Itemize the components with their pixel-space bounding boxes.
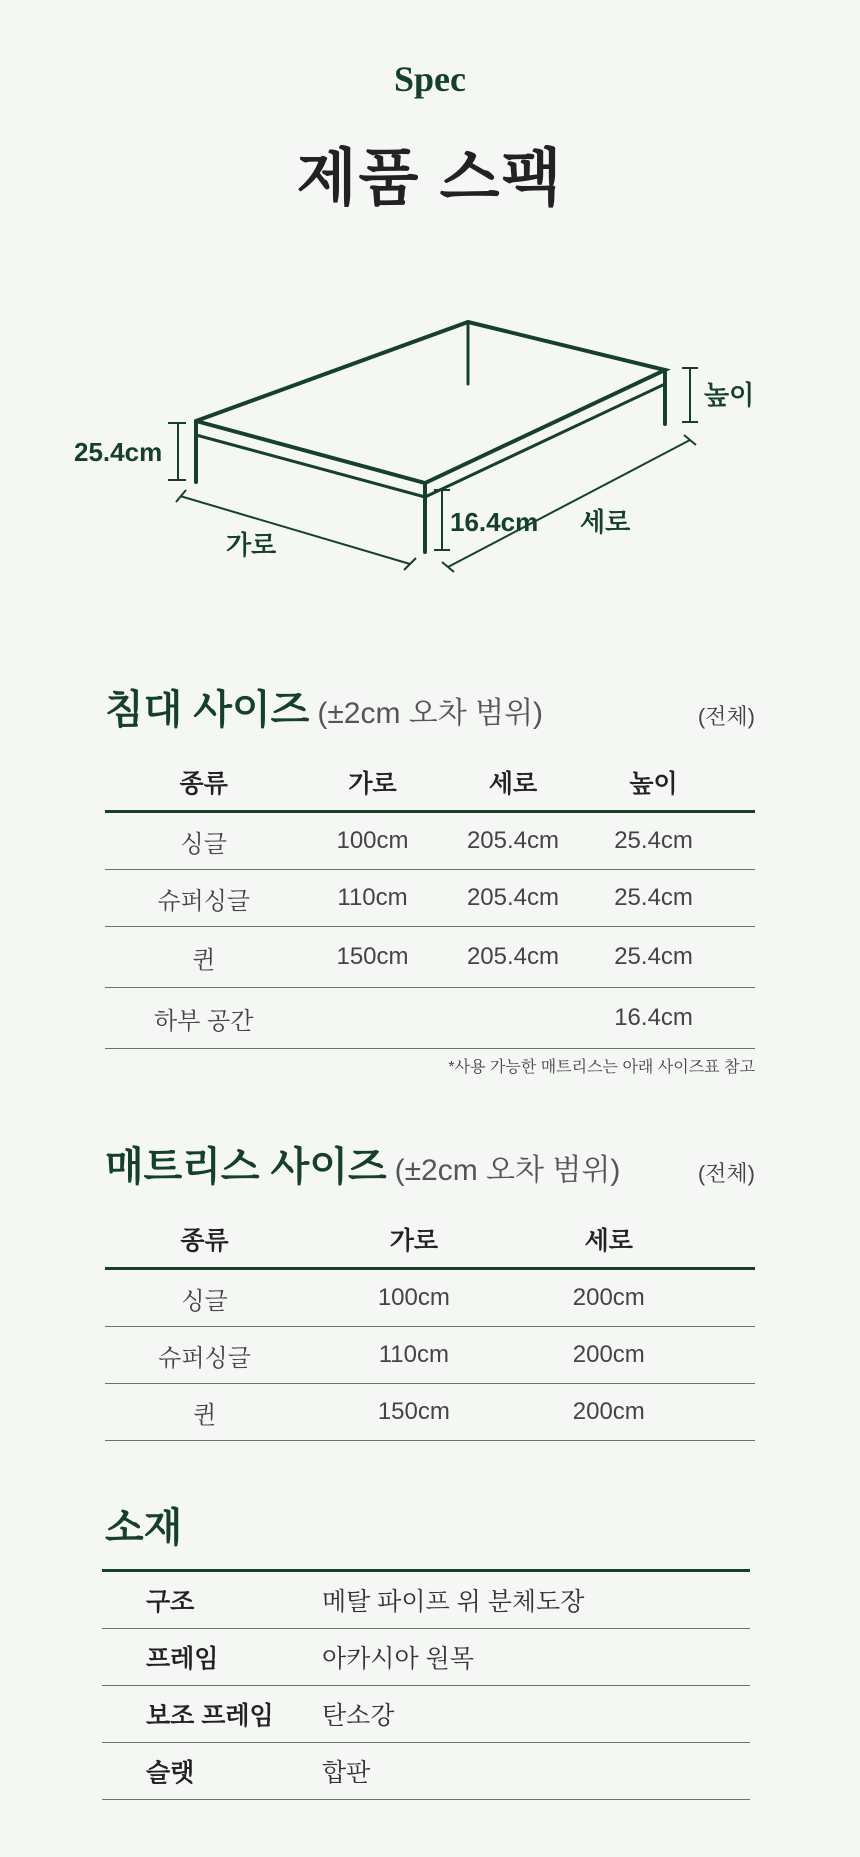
bed-size-unit-note: (전체)	[697, 704, 755, 729]
clearance-dim-label: 16.4cm	[450, 507, 539, 537]
table-cell: 16.4cm	[583, 988, 723, 1049]
table-row	[102, 1686, 750, 1743]
mattress-footnote: *사용 가능한 매트리스는 아래 사이즈표 참고	[448, 1059, 755, 1076]
material-key: 슬랫	[102, 1743, 322, 1800]
depth-dim-label: 세로	[580, 507, 631, 537]
material-key: 프레임	[102, 1629, 322, 1686]
mattress-size-title-text: 매트리스 사이즈	[105, 1145, 387, 1189]
table-cell: 200cm	[524, 1327, 694, 1384]
width-dim-label: 가로	[226, 530, 277, 560]
table-cell: 150cm	[302, 927, 442, 988]
material-table	[102, 1569, 750, 1800]
material-key: 보조 프레임	[102, 1686, 322, 1743]
bed-size-title	[105, 678, 543, 735]
table-row	[105, 1384, 755, 1441]
table-row	[105, 1269, 755, 1327]
table-row	[102, 1743, 750, 1800]
table-cell: 25.4cm	[583, 927, 723, 988]
table-row	[105, 870, 755, 927]
height-dim-label: 25.4cm	[74, 437, 163, 467]
column-header: 종류	[105, 1211, 304, 1269]
table-cell: 싱글	[105, 812, 302, 870]
material-value: 탄소강	[322, 1686, 750, 1743]
table-cell: 150cm	[304, 1384, 524, 1441]
table-cell: 110cm	[304, 1327, 524, 1384]
material-value: 메탈 파이프 위 분체도장	[322, 1571, 750, 1629]
height-caption: 높이	[704, 380, 755, 410]
bed-frame-diagram	[0, 300, 860, 580]
table-cell: 25.4cm	[583, 870, 723, 927]
table-cell: 하부 공간	[105, 988, 302, 1049]
spec-label: Spec	[394, 59, 466, 99]
table-cell: 퀸	[105, 1384, 304, 1441]
column-header: 가로	[302, 754, 442, 812]
table-cell: 110cm	[302, 870, 442, 927]
bed-size-table	[105, 754, 755, 1049]
material-value: 합판	[322, 1743, 750, 1800]
table-cell: 200cm	[524, 1269, 694, 1327]
material-value: 아카시아 원목	[322, 1629, 750, 1686]
frame-top-outline	[196, 322, 665, 483]
page-title: 제품 스팩	[296, 144, 564, 213]
table-row	[102, 1571, 750, 1629]
table-cell: 퀸	[105, 927, 302, 988]
material-title: 소재	[105, 1506, 183, 1550]
material-key: 구조	[102, 1571, 322, 1629]
column-header: 세로	[443, 754, 584, 812]
table-cell: 100cm	[302, 812, 442, 870]
column-header: 가로	[304, 1211, 524, 1269]
table-header-row	[105, 754, 755, 812]
table-cell: 205.4cm	[443, 812, 584, 870]
bed-size-tolerance: (±2cm 오차 범위)	[317, 697, 544, 730]
bed-size-title-text: 침대 사이즈	[105, 688, 310, 732]
table-cell: 슈퍼싱글	[105, 870, 302, 927]
table-row	[105, 927, 755, 988]
mattress-size-tolerance: (±2cm 오차 범위)	[394, 1154, 621, 1187]
table-cell: 200cm	[524, 1384, 694, 1441]
column-header: 높이	[583, 754, 723, 812]
table-cell	[302, 988, 442, 1049]
table-cell: 25.4cm	[583, 812, 723, 870]
table-cell: 싱글	[105, 1269, 304, 1327]
table-cell: 205.4cm	[443, 870, 584, 927]
table-cell: 100cm	[304, 1269, 524, 1327]
table-row	[105, 812, 755, 870]
table-cell: 슈퍼싱글	[105, 1327, 304, 1384]
table-header-row	[105, 1211, 755, 1269]
table-cell	[443, 988, 584, 1049]
mattress-size-table	[105, 1211, 755, 1441]
mattress-size-title	[105, 1135, 620, 1192]
table-row	[102, 1629, 750, 1686]
mattress-size-unit-note: (전체)	[697, 1161, 755, 1186]
table-cell: 205.4cm	[443, 927, 584, 988]
table-row	[105, 1327, 755, 1384]
column-header: 종류	[105, 754, 302, 812]
table-row	[105, 988, 755, 1049]
column-header: 세로	[524, 1211, 694, 1269]
